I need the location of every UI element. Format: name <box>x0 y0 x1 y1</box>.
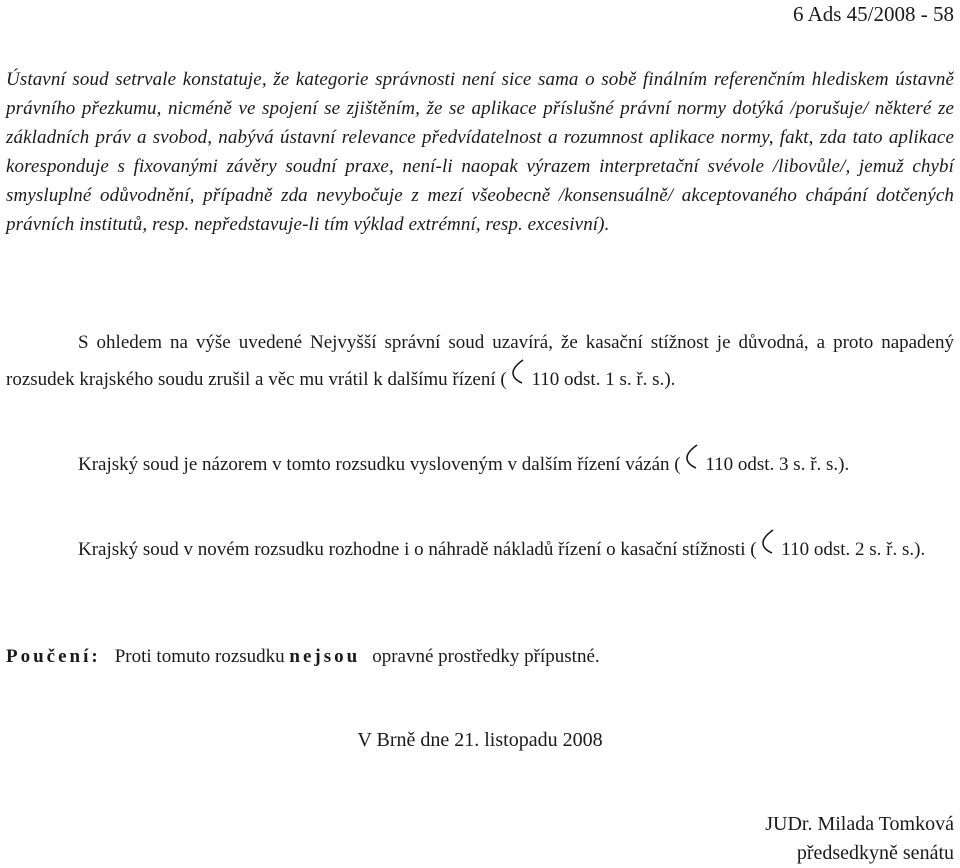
section-symbol-icon <box>757 527 777 555</box>
case-number: 6 Ads 45/2008 - 58 <box>792 2 954 26</box>
notice-emphasis: nejsou <box>289 646 361 667</box>
paragraph-conclusion <box>6 328 954 394</box>
paragraph-conclusion-citation: 110 odst. 1 s. ř. s.). <box>526 369 676 390</box>
section-symbol-icon <box>507 357 527 385</box>
paragraph-costs-text: Krajský soud v novém rozsudku rozhodne i o náhradě nákladů řízení o kasační stížnosti ( <box>78 539 757 560</box>
notice-text-before: Proti tomuto rozsudku <box>114 646 285 667</box>
legal-notice <box>6 642 954 671</box>
signature-block <box>765 810 954 868</box>
signature-role: předsedkyně senátu <box>796 842 954 864</box>
paragraph-costs-citation: 110 odst. 2 s. ř. s.). <box>776 539 926 560</box>
notice-label: Poučení: <box>6 646 101 667</box>
notice-text-after: opravné prostředky přípustné. <box>372 646 600 667</box>
paragraph-binding-opinion-citation: 110 odst. 3 s. ř. s.). <box>700 454 850 475</box>
paragraph-binding-opinion-text: Krajský soud je názorem v tomto rozsudku vysloveným v dalším řízení vázán ( <box>78 454 681 475</box>
paragraph-constitutional-court: Ústavní soud setrvale konstatuje, že kategorie správnosti není sice sama o sobě finálním referenčním hlediskem ústavně právního přezkumu, nicméně ve spojení se zjištěním, že se aplikace příslušné právní normy dotýká /porušuje/ některé ze základních práv a svobod, nabývá ústavní relevance předvídatelnost a rozumnost aplikace normy, fakt, zda tato aplikace koresponduje s fixovanými závěry soudní praxe, není-li naopak výrazem interpretační svévole /libovůle/, jemuž chybí smysluplné odůvodnění, případně zda nevybočuje z mezí všeobecně /konsensuálně/ akceptovaného chápání dotčených právních institutů, resp. nepředstavuje-li tím výklad extrémní, resp. excesivní). <box>6 69 954 235</box>
date-line: V Brně dne 21. listopadu 2008 <box>357 729 603 751</box>
paragraph-conclusion-text: S ohledem na výše uvedené Nejvyšší správní soud uzavírá, že kasační stížnost je důvodná, a proto napadený rozsudek krajského soudu zrušil a věc mu vrátil k dalšímu řízení ( <box>6 332 954 390</box>
section-symbol-icon <box>681 442 701 470</box>
signature-name: JUDr. Milada Tomková <box>765 813 954 835</box>
paragraph-binding-opinion <box>6 442 954 479</box>
paragraph-costs <box>6 527 954 564</box>
